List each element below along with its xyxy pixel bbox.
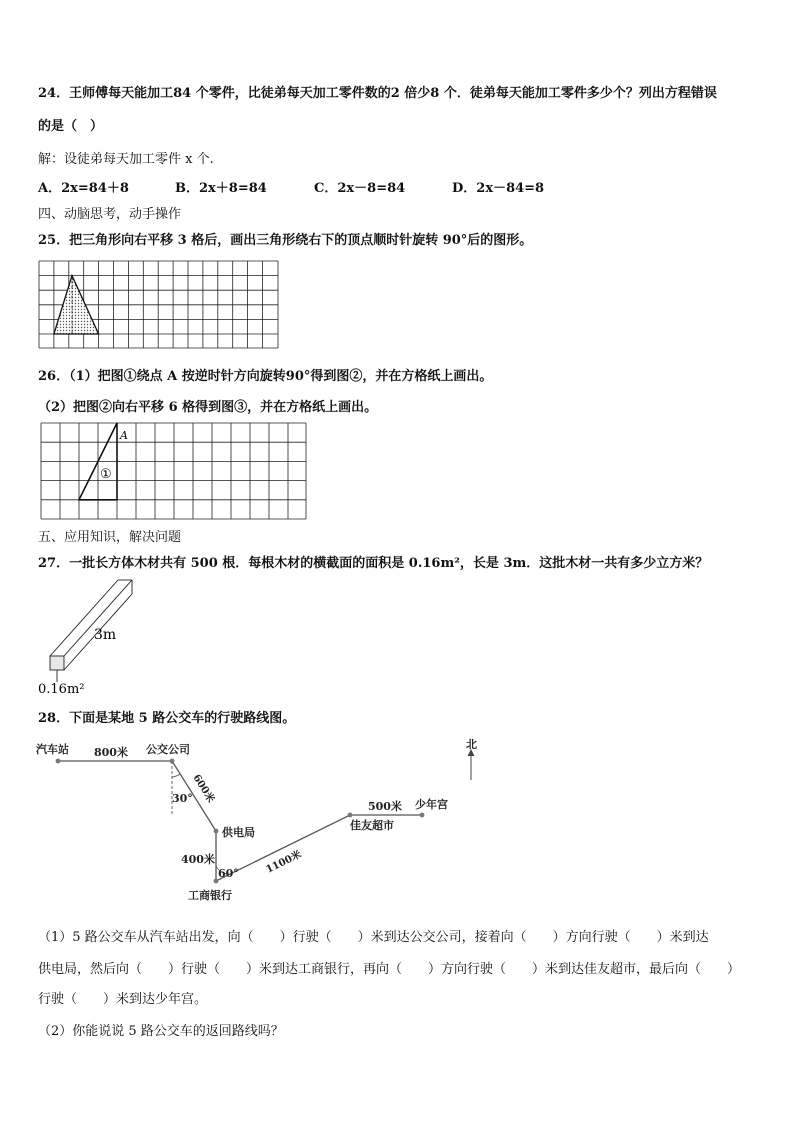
q24-option-d: D．2x－84=8 — [452, 181, 545, 196]
q26-grid-figure — [40, 422, 308, 522]
q28-stop-start-dot — [56, 759, 61, 764]
q24-text-line2: 的是（ ） — [38, 119, 104, 134]
q28-text: 28．下面是某地 5 路公交车的行驶路线图。 — [38, 711, 296, 726]
section-4-heading: 四、动脑思考，动手操作 — [38, 207, 182, 222]
q28-label-palace: 少年宫 — [415, 798, 448, 811]
q28-label-seg3: 400米 — [181, 853, 215, 866]
q28-label-company: 公交公司 — [146, 743, 190, 756]
q28-label-angle2: 60° — [218, 867, 239, 880]
q27-length-label: 3m — [94, 627, 117, 643]
q28-label-market: 佳友超市 — [350, 819, 394, 832]
q28-label-power: 供电局 — [222, 826, 255, 839]
q28-label-seg1: 800米 — [94, 746, 128, 759]
q28-label-angle1: 30° — [172, 792, 193, 805]
q28-label-seg5: 500米 — [368, 800, 402, 813]
q28-stop-market-dot — [348, 813, 353, 818]
q26-point-a-label: A — [120, 429, 128, 442]
q28-stop-palace-dot — [420, 813, 425, 818]
q28-label-bank: 工商银行 — [188, 889, 232, 902]
q28-part1-line2: 供电局，然后向（ ）行驶（ ）米到达工商银行，再向（ ）方向行驶（ ）米到达佳友超市，最后向（ ） — [38, 962, 741, 977]
q27-beam-end-face — [50, 656, 64, 670]
q28-part2: （2）你能说说 5 路公交车的返回路线吗？ — [38, 1024, 284, 1039]
q25-text: 25．把三角形向右平移 3 格后，画出三角形绕右下的顶点顺时针旋转 90°后的图形。 — [38, 233, 533, 248]
section-5-heading: 五、应用知识，解决问题 — [38, 530, 182, 545]
q26-grid — [41, 423, 306, 519]
q28-north-arrow — [468, 749, 475, 780]
q27-text: 27．一批长方体木材共有 500 根．每根木材的横截面的面积是 0.16m²，长是 3m．这批木材一共有多少立方米？ — [38, 556, 709, 571]
q28-angle-arc-1 — [172, 774, 180, 777]
q27-beam-figure — [36, 576, 146, 696]
q24-text-line1: 24．王师傅每天能加工84 个零件，比徒弟每天加工零件数的2 倍少8 个．徒弟每天能加工零件多少个？列出方程错误 — [38, 86, 717, 101]
q26-shape-1-label: ① — [100, 467, 112, 482]
q28-label-seg4: 1100米 — [264, 849, 304, 876]
q28-label-start: 汽车站 — [36, 743, 69, 756]
q28-route-map — [30, 732, 500, 902]
q26-part2: （2）把图②向右平移 6 格得到图③，并在方格纸上画出。 — [38, 400, 378, 415]
q28-part1-line3: 行驶（ ）米到达少年宫。 — [38, 992, 208, 1007]
q28-label-north: 北 — [466, 738, 477, 751]
q24-option-a: A．2x=84＋8 — [38, 181, 129, 196]
q26-part1: 26．（1）把图①绕点 A 按逆时针方向旋转90°得到图②，并在方格纸上画出。 — [38, 369, 493, 384]
q25-grid-figure — [38, 260, 280, 350]
q28-stop-company-dot — [170, 759, 175, 764]
q24-option-b: B．2x＋8=84 — [175, 181, 267, 196]
q28-label-seg2: 600米 — [190, 772, 217, 805]
q24-option-c: C．2x－8=84 — [314, 181, 406, 196]
q27-area-label: 0.16m² — [38, 682, 85, 697]
q28-stop-power-dot — [214, 829, 219, 834]
q28-part1-line1: （1）5 路公交车从汽车站出发，向（ ）行驶（ ）米到达公交公司，接着向（ ）方向行驶（ ）米到达 — [38, 930, 709, 945]
q24-solution: 解：设徒弟每天加工零件 x 个. — [38, 152, 214, 167]
